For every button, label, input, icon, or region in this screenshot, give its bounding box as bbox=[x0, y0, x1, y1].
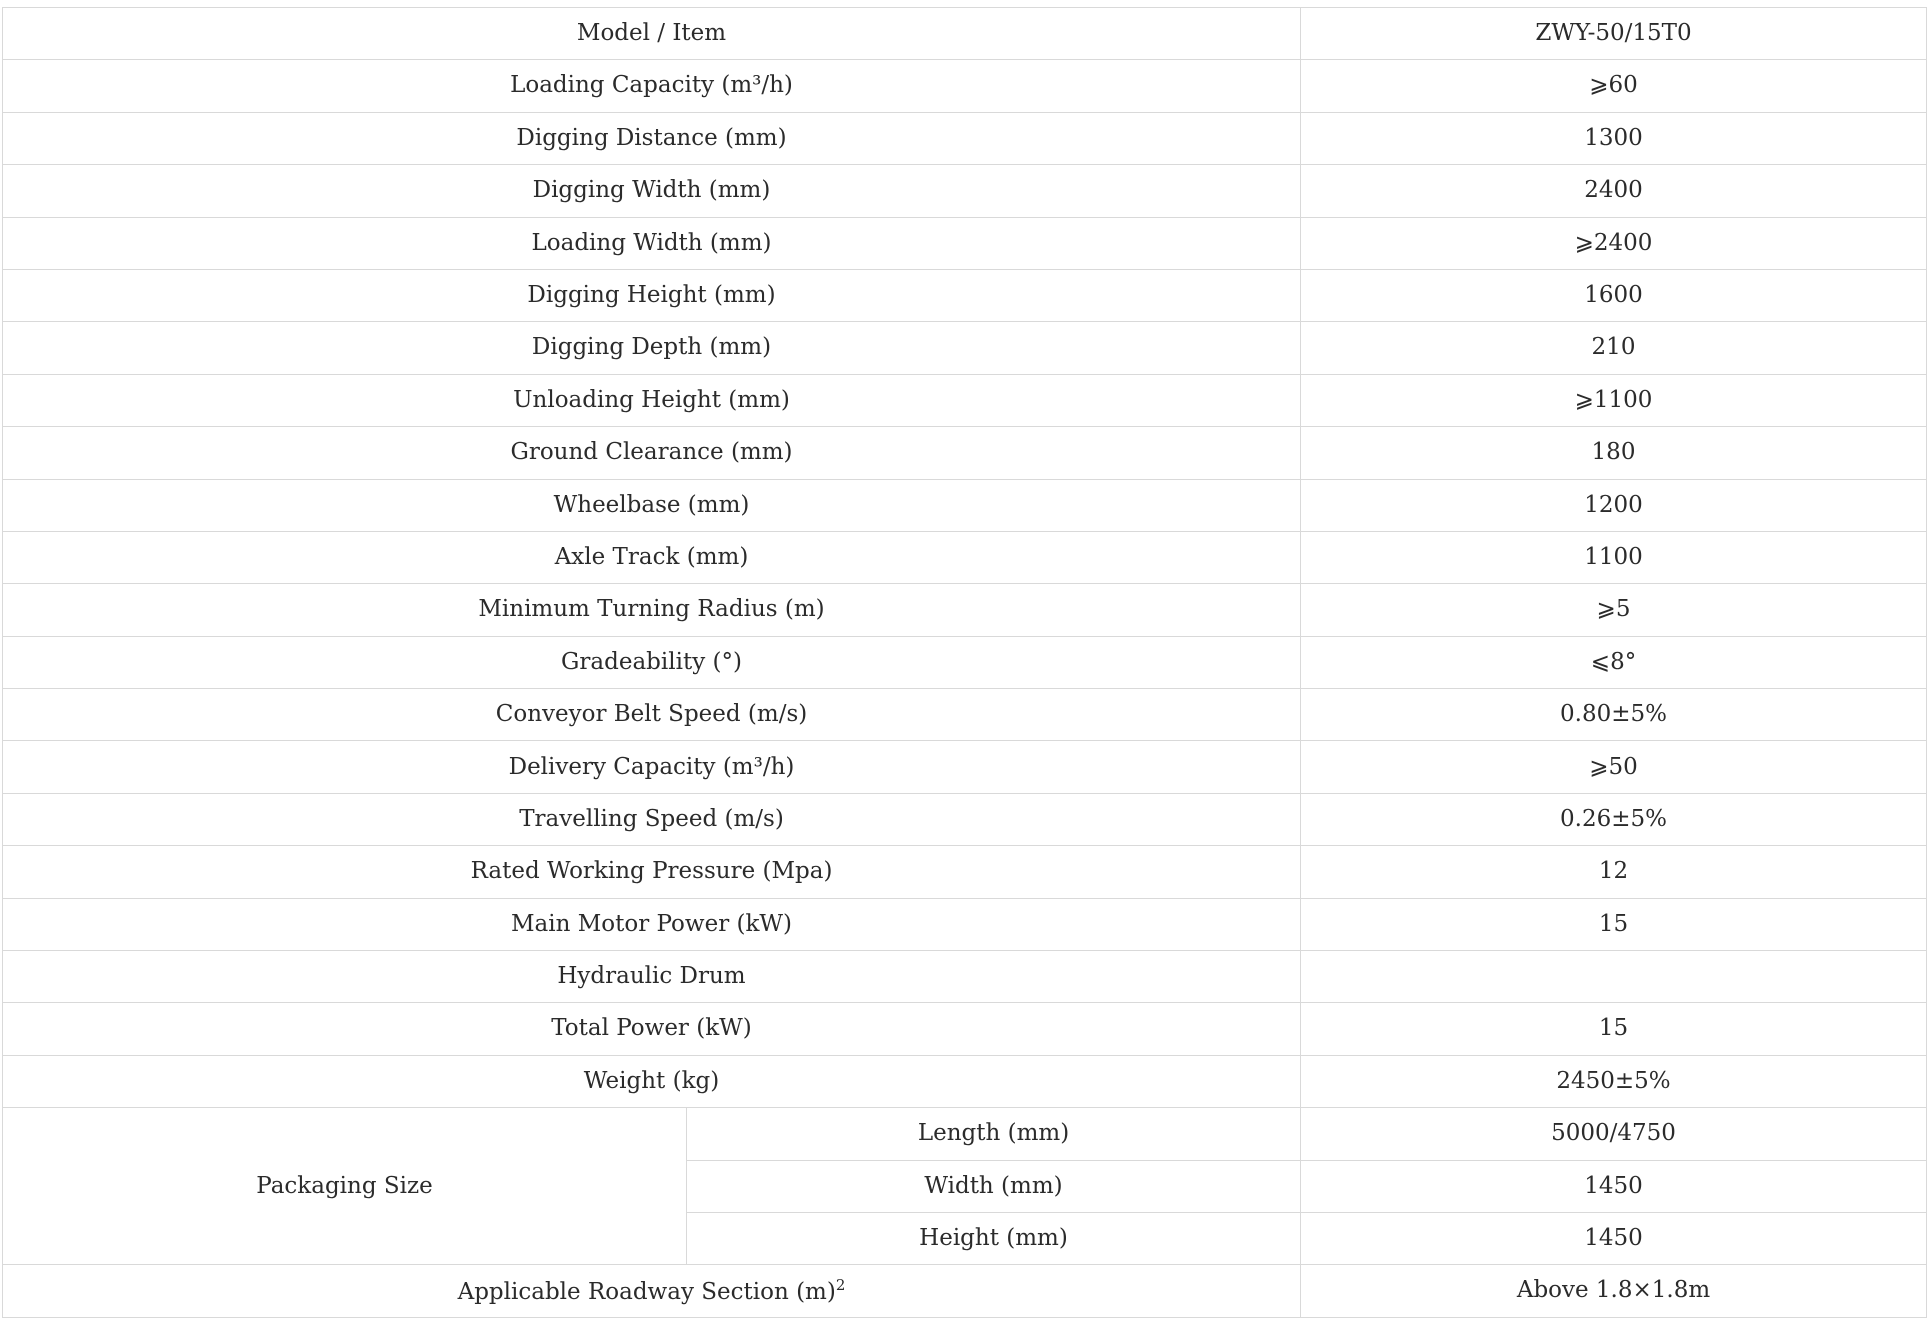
spec-label: Axle Track (mm) bbox=[3, 531, 1301, 583]
table-row bbox=[3, 1003, 1927, 1055]
table-row bbox=[3, 689, 1927, 741]
spec-value: 2450±5% bbox=[1301, 1055, 1927, 1107]
header-value: ZWY-50/15T0 bbox=[1301, 8, 1927, 60]
spec-label: Gradeability (°) bbox=[3, 636, 1301, 688]
packaging-dimension-value: 1450 bbox=[1301, 1212, 1927, 1264]
table-row bbox=[3, 793, 1927, 845]
table-row bbox=[3, 898, 1927, 950]
spec-value: ⩾60 bbox=[1301, 60, 1927, 112]
spec-label: Conveyor Belt Speed (m/s) bbox=[3, 689, 1301, 741]
spec-value: 0.80±5% bbox=[1301, 689, 1927, 741]
spec-label: Wheelbase (mm) bbox=[3, 479, 1301, 531]
table-row bbox=[3, 951, 1927, 1003]
spec-value: ⩾50 bbox=[1301, 741, 1927, 793]
spec-value: 15 bbox=[1301, 1003, 1927, 1055]
table-row bbox=[3, 60, 1927, 112]
table-row bbox=[3, 479, 1927, 531]
spec-value: 1300 bbox=[1301, 112, 1927, 164]
spec-value: ⩾2400 bbox=[1301, 217, 1927, 269]
packaging-dimension-label: Height (mm) bbox=[687, 1212, 1301, 1264]
table-row bbox=[3, 269, 1927, 321]
spec-value: 1100 bbox=[1301, 531, 1927, 583]
spec-label: Hydraulic Drum bbox=[3, 951, 1301, 1003]
table-header-row bbox=[3, 8, 1927, 60]
packaging-row bbox=[3, 1108, 1927, 1160]
spec-table bbox=[2, 7, 1927, 1318]
spec-table-body bbox=[3, 8, 1927, 1318]
spec-value bbox=[1301, 951, 1927, 1003]
spec-label: Delivery Capacity (m³/h) bbox=[3, 741, 1301, 793]
spec-value: 210 bbox=[1301, 322, 1927, 374]
spec-label: Main Motor Power (kW) bbox=[3, 898, 1301, 950]
spec-label: Total Power (kW) bbox=[3, 1003, 1301, 1055]
spec-value: 2400 bbox=[1301, 165, 1927, 217]
spec-label: Digging Height (mm) bbox=[3, 269, 1301, 321]
roadway-label bbox=[3, 1265, 1301, 1317]
table-row bbox=[3, 322, 1927, 374]
spec-value: ⩽8° bbox=[1301, 636, 1927, 688]
spec-label: Weight (kg) bbox=[3, 1055, 1301, 1107]
roadway-label-superscript: 2 bbox=[835, 1275, 846, 1294]
spec-value: 15 bbox=[1301, 898, 1927, 950]
table-row bbox=[3, 636, 1927, 688]
spec-label: Minimum Turning Radius (m) bbox=[3, 584, 1301, 636]
packaging-dimension-label: Length (mm) bbox=[687, 1108, 1301, 1160]
spec-value: 0.26±5% bbox=[1301, 793, 1927, 845]
roadway-label-text: Applicable Roadway Section (m) bbox=[457, 1278, 836, 1305]
table-row-roadway bbox=[3, 1265, 1927, 1317]
spec-label: Digging Distance (mm) bbox=[3, 112, 1301, 164]
spec-label: Travelling Speed (m/s) bbox=[3, 793, 1301, 845]
table-row bbox=[3, 112, 1927, 164]
header-label: Model / Item bbox=[3, 8, 1301, 60]
spec-value: 12 bbox=[1301, 846, 1927, 898]
spec-label: Loading Capacity (m³/h) bbox=[3, 60, 1301, 112]
spec-label: Ground Clearance (mm) bbox=[3, 427, 1301, 479]
packaging-dimension-value: 1450 bbox=[1301, 1160, 1927, 1212]
table-row bbox=[3, 584, 1927, 636]
spec-label: Rated Working Pressure (Mpa) bbox=[3, 846, 1301, 898]
spec-value: 1600 bbox=[1301, 269, 1927, 321]
table-row bbox=[3, 217, 1927, 269]
table-row bbox=[3, 165, 1927, 217]
spec-value: 180 bbox=[1301, 427, 1927, 479]
table-row bbox=[3, 374, 1927, 426]
table-row bbox=[3, 1055, 1927, 1107]
spec-value: 1200 bbox=[1301, 479, 1927, 531]
table-row bbox=[3, 741, 1927, 793]
packaging-size-label: Packaging Size bbox=[3, 1108, 687, 1265]
table-row bbox=[3, 846, 1927, 898]
table-row bbox=[3, 531, 1927, 583]
spec-label: Loading Width (mm) bbox=[3, 217, 1301, 269]
packaging-dimension-value: 5000/4750 bbox=[1301, 1108, 1927, 1160]
spec-value: ⩾1100 bbox=[1301, 374, 1927, 426]
spec-label: Unloading Height (mm) bbox=[3, 374, 1301, 426]
roadway-value: Above 1.8×1.8m bbox=[1301, 1265, 1927, 1317]
table-row bbox=[3, 427, 1927, 479]
packaging-dimension-label: Width (mm) bbox=[687, 1160, 1301, 1212]
spec-value: ⩾5 bbox=[1301, 584, 1927, 636]
spec-label: Digging Width (mm) bbox=[3, 165, 1301, 217]
spec-label: Digging Depth (mm) bbox=[3, 322, 1301, 374]
